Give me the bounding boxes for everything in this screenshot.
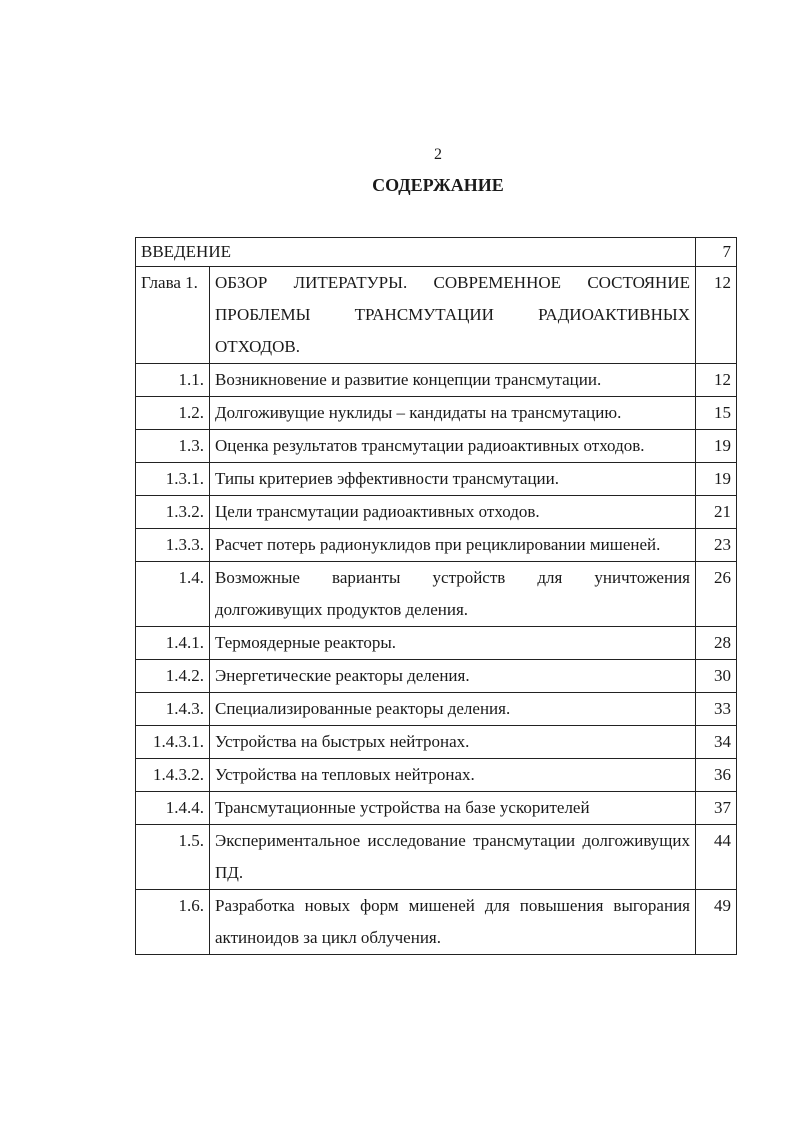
toc-entry-title: Возникновение и развитие концепции трансмутации.: [210, 364, 696, 397]
toc-entry-number: 1.4.3.: [136, 693, 210, 726]
toc-chapter-title: ОБЗОР ЛИТЕРАТУРЫ. СОВРЕМЕННОЕ СОСТОЯНИЕ ПРОБЛЕМЫ ТРАНСМУТАЦИИ РАДИОАКТИВНЫХ ОТХОДОВ.: [210, 267, 696, 364]
toc-entry-page: 44: [696, 825, 737, 890]
toc-row[interactable]: [136, 890, 737, 955]
toc-entry-number: 1.3.3.: [136, 529, 210, 562]
toc-entry-number: 1.3.2.: [136, 496, 210, 529]
toc-entry-number: 1.6.: [136, 890, 210, 955]
toc-entry-page: 26: [696, 562, 737, 627]
toc-row-chapter[interactable]: [136, 267, 737, 364]
toc-row-intro[interactable]: [136, 238, 737, 267]
toc-row[interactable]: [136, 693, 737, 726]
toc-entry-number: 1.4.2.: [136, 660, 210, 693]
toc-row[interactable]: [136, 726, 737, 759]
toc-chapter-label: Глава 1.: [136, 267, 210, 364]
toc-entry-title: Устройства на тепловых нейтронах.: [210, 759, 696, 792]
toc-entry-page: 36: [696, 759, 737, 792]
toc-entry-number: 1.4.4.: [136, 792, 210, 825]
toc-row[interactable]: [136, 430, 737, 463]
toc-entry-title: Цели трансмутации радиоактивных отходов.: [210, 496, 696, 529]
toc-row[interactable]: [136, 364, 737, 397]
toc-row[interactable]: [136, 759, 737, 792]
toc-entry-page: 33: [696, 693, 737, 726]
toc-entry-page: 15: [696, 397, 737, 430]
toc-entry-title: Долгоживущие нуклиды – кандидаты на трансмутацию.: [210, 397, 696, 430]
toc-row[interactable]: [136, 627, 737, 660]
toc-entry-number: 1.3.1.: [136, 463, 210, 496]
toc-entry-page: 19: [696, 463, 737, 496]
toc-row[interactable]: [136, 397, 737, 430]
page-number: 2: [434, 146, 442, 163]
page-title: СОДЕРЖАНИЕ: [372, 175, 504, 195]
toc-entry-page: 23: [696, 529, 737, 562]
toc-entry-title: Возможные варианты устройств для уничтожения долгоживущих продуктов деления.: [210, 562, 696, 627]
toc-row[interactable]: [136, 792, 737, 825]
toc-entry-page: 19: [696, 430, 737, 463]
toc-entry-title: Расчет потерь радионуклидов при рециклировании мишеней.: [210, 529, 696, 562]
toc-entry-number: 1.1.: [136, 364, 210, 397]
toc-entry-page: 21: [696, 496, 737, 529]
toc-row[interactable]: [136, 825, 737, 890]
toc-entry-page: 30: [696, 660, 737, 693]
toc-row[interactable]: [136, 496, 737, 529]
toc-row[interactable]: [136, 660, 737, 693]
toc-entry-title: Экспериментальное исследование трансмутации долгоживущих ПД.: [210, 825, 696, 890]
toc-entry-number: 1.4.1.: [136, 627, 210, 660]
toc-entry-title: Специализированные реакторы деления.: [210, 693, 696, 726]
toc-intro-title: ВВЕДЕНИЕ: [136, 238, 696, 267]
toc-entry-number: 1.2.: [136, 397, 210, 430]
table-of-contents: [135, 237, 737, 955]
toc-entry-page: 49: [696, 890, 737, 955]
toc-entry-number: 1.4.: [136, 562, 210, 627]
toc-entry-page: 28: [696, 627, 737, 660]
toc-intro-page: 7: [696, 238, 737, 267]
toc-entry-page: 34: [696, 726, 737, 759]
toc-row[interactable]: [136, 562, 737, 627]
toc-entry-page: 37: [696, 792, 737, 825]
toc-entry-number: 1.4.3.1.: [136, 726, 210, 759]
toc-entry-title: Термоядерные реакторы.: [210, 627, 696, 660]
toc-entry-title: Оценка результатов трансмутации радиоактивных отходов.: [210, 430, 696, 463]
toc-entry-title: Трансмутационные устройства на базе ускорителей: [210, 792, 696, 825]
toc-entry-title: Устройства на быстрых нейтронах.: [210, 726, 696, 759]
toc-chapter-page: 12: [696, 267, 737, 364]
toc-row[interactable]: [136, 529, 737, 562]
toc-entry-number: 1.3.: [136, 430, 210, 463]
toc-entry-title: Разработка новых форм мишеней для повышения выгорания актиноидов за цикл облучения.: [210, 890, 696, 955]
toc-entry-page: 12: [696, 364, 737, 397]
toc-entry-title: Типы критериев эффективности трансмутации.: [210, 463, 696, 496]
toc-row[interactable]: [136, 463, 737, 496]
toc-entry-number: 1.4.3.2.: [136, 759, 210, 792]
toc-entry-title: Энергетические реакторы деления.: [210, 660, 696, 693]
toc-entry-number: 1.5.: [136, 825, 210, 890]
